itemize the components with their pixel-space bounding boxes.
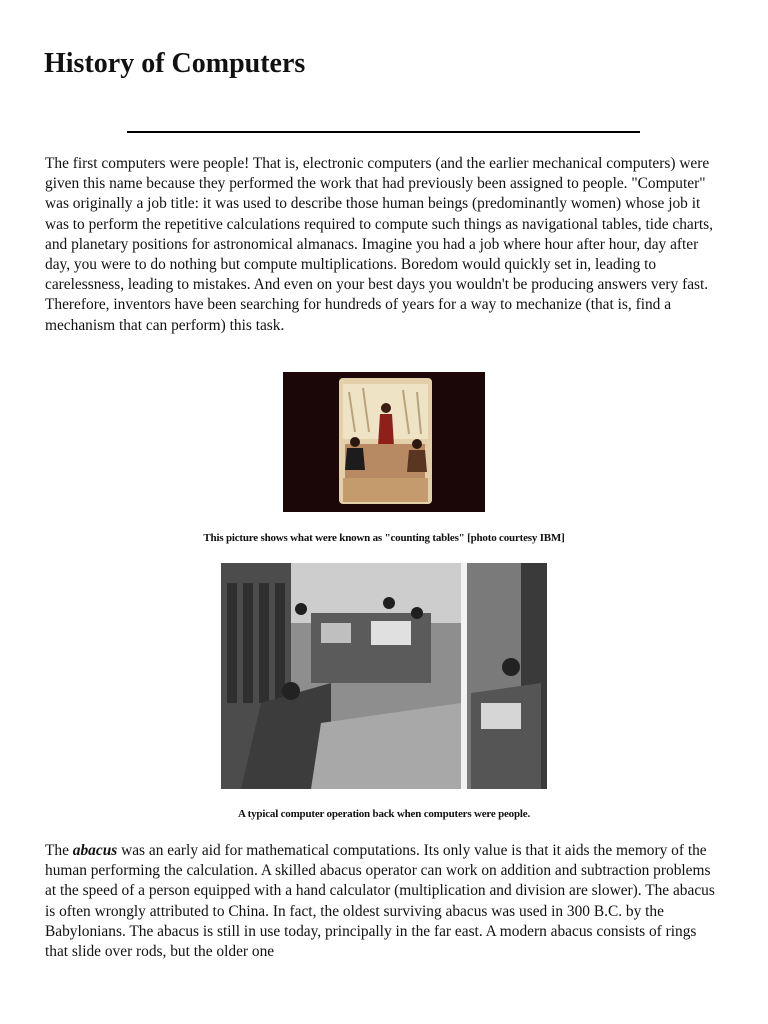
horizontal-rule (127, 131, 640, 133)
counting-tables-photo (283, 372, 485, 512)
abacus-keyword: abacus (72, 842, 118, 859)
computer-operation-image (221, 563, 547, 789)
page-title: History of Computers (44, 48, 306, 79)
computer-operation-photo (221, 563, 547, 789)
abacus-paragraph-lead: The (45, 842, 73, 859)
abacus-paragraph-rest: was an early aid for mathematical computations. Its only value is that it aids the memory of the human performing the calculation. A skilled abacus operator can work on addition and subtraction problems at the speed of a person equipped with a hand calculator (multiplication and division are slower). The abacus is often wrongly attributed to China. In fact, the oldest surviving abacus was used in 300 B.C. by the Babylonians. The abacus is still in use today, principally in the far east. A modern abacus consists of rings that slide over rods, but the older one (45, 842, 715, 961)
abacus-paragraph (45, 841, 715, 962)
photo-caption-computer-operation: A typical computer operation back when computers were people. (237, 808, 530, 820)
counting-tables-image (283, 372, 485, 512)
photo-caption-counting-tables: This picture shows what were known as "counting tables" [photo courtesy IBM] (203, 532, 565, 544)
intro-paragraph: The first computers were people! That is, electronic computers (and the earlier mechanical computers) were given this name because they performed the work that had previously been assigned to people. "Computer" was originally a job title: it was used to describe those human beings (predominantly women) whose job it was to perform the repetitive calculations required to compute such things as navigational tables, tide charts, and planetary positions for astronomical almanacs. Imagine you had a job where hour after hour, day after day, you were to do nothing but compute multiplications. Boredom would quickly set in, leading to carelessness, leading to mistakes. And even on your best days you wouldn't be producing answers very fast. Therefore, inventors have been searching for hundreds of years for a way to mechanize (that is, find a mechanism that can perform) this task. (45, 155, 714, 334)
